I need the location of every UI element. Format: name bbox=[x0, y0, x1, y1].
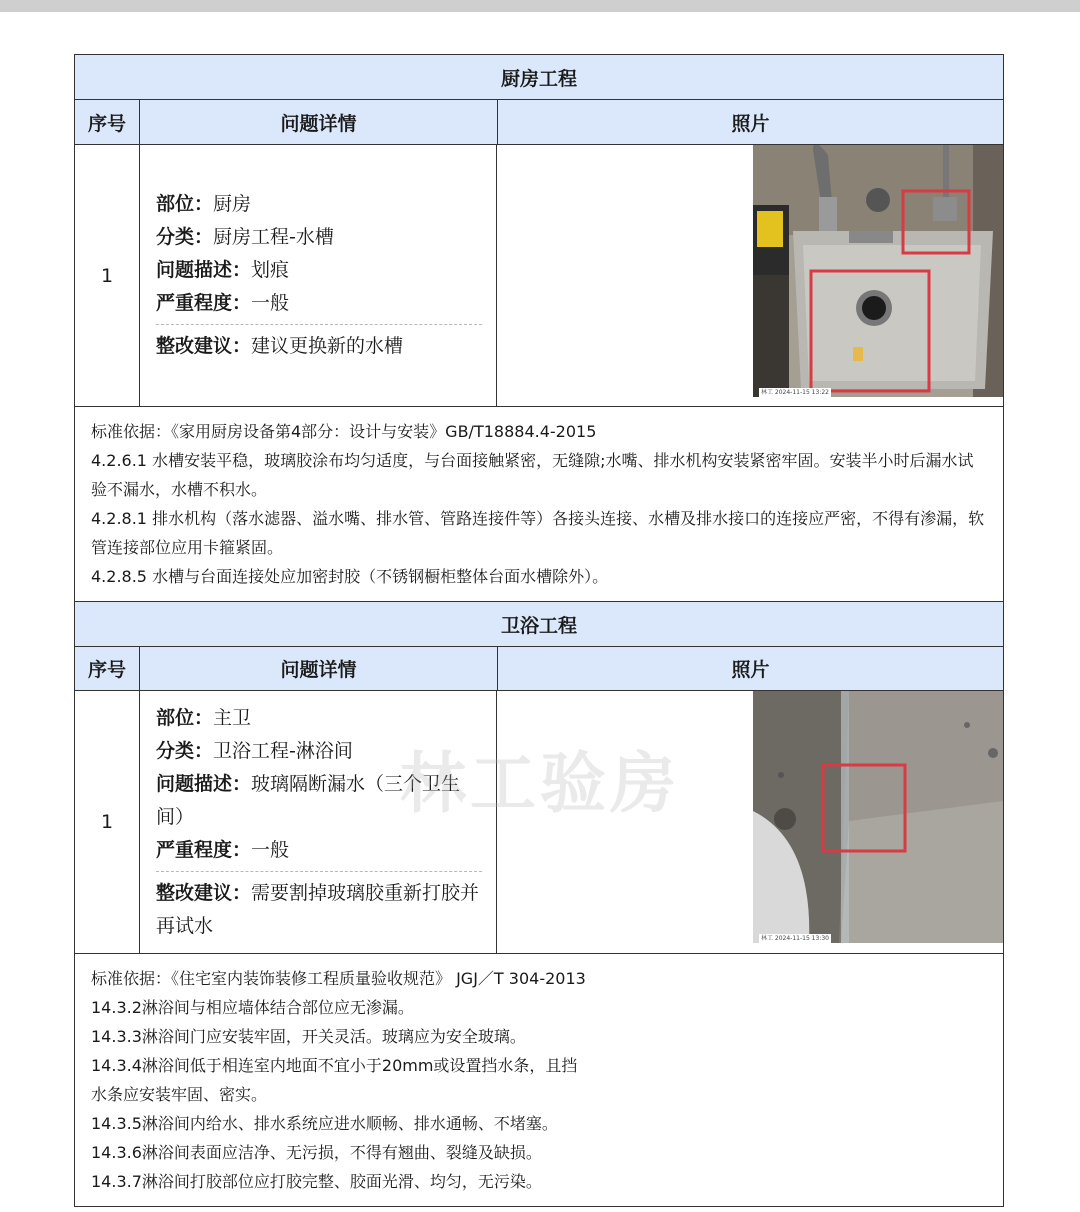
standard-clause: 14.3.3淋浴间门应安装牢固，开关灵活。玻璃应为安全玻璃。 bbox=[91, 1027, 526, 1046]
standard-clause: 4.2.8.1 排水机构（落水滤器、溢水嘴、排水管、管路连接件等）各接头连接、水槽及排水接口的连接应严密，不得有渗漏，软管连接部位应用卡箍紧固。 bbox=[91, 509, 985, 557]
standard-clause: 14.3.5淋浴间内给水、排水系统应进水顺畅、排水通畅、不堵塞。 bbox=[91, 1114, 558, 1133]
kitchen-issue-row bbox=[74, 144, 1004, 407]
col-header-no: 序号 bbox=[75, 100, 140, 144]
issue-no: 1 bbox=[75, 691, 140, 953]
description-line: 问题描述：划痕 bbox=[156, 259, 290, 281]
issue-detail bbox=[140, 691, 497, 953]
advice-line: 整改建议：建议更换新的水槽 bbox=[156, 335, 404, 357]
bathroom-section-title bbox=[74, 601, 1004, 647]
standard-clause: 14.3.2淋浴间与相应墙体结合部位应无渗漏。 bbox=[91, 998, 414, 1017]
issue-no: 1 bbox=[75, 145, 140, 406]
shower-photo-image bbox=[753, 691, 1003, 943]
issue-detail bbox=[140, 145, 497, 406]
category-line: 分类：厨房工程-水槽 bbox=[156, 226, 334, 248]
sink-photo-image bbox=[753, 145, 1003, 397]
col-header-photo: 照片 bbox=[731, 112, 770, 135]
next-section-edge bbox=[74, 1206, 1004, 1212]
standard-clause: 14.3.4淋浴间低于相连室内地面不宜小于20mm或设置挡水条，且挡水条应安装牢固、密实。 bbox=[91, 1056, 578, 1104]
description-line: 问题描述：玻璃隔断漏水（三个卫生间） bbox=[156, 772, 461, 828]
standard-clause: 4.2.8.5 水槽与台面连接处应加密封胶（不锈钢橱柜整体台面水槽除外）。 bbox=[91, 567, 609, 586]
kitchen-standard-basis bbox=[74, 406, 1004, 603]
photo-timestamp: 林工 2024-11-15 13:22 bbox=[761, 389, 829, 396]
col-header-detail: 问题详情 bbox=[140, 100, 498, 144]
standard-clause: 14.3.7淋浴间打胶部位应打胶完整、胶面光滑、均匀，无污染。 bbox=[91, 1172, 542, 1191]
divider bbox=[156, 871, 482, 872]
kitchen-section-title bbox=[74, 54, 1004, 100]
col-header-no: 序号 bbox=[75, 647, 140, 690]
location-line: 部位：主卫 bbox=[156, 706, 252, 729]
divider bbox=[156, 324, 482, 325]
standard-title: 标准依据：《家用厨房设备第4部分：设计与安装》GB/T18884.4-2015 bbox=[91, 422, 597, 441]
photo-timestamp: 林工 2024-11-15 13:30 bbox=[761, 935, 829, 942]
bathroom-standard-basis bbox=[74, 953, 1004, 1207]
bathroom-issue-row bbox=[74, 690, 1004, 954]
bathroom-section-title-text: 卫浴工程 bbox=[500, 614, 577, 637]
bathroom-column-header bbox=[74, 646, 1004, 691]
kitchen-column-header bbox=[74, 99, 1004, 145]
photo-cell bbox=[497, 145, 1003, 406]
severity-line: 严重程度：一般 bbox=[156, 838, 290, 861]
location-line: 部位：厨房 bbox=[156, 193, 252, 215]
standard-clause: 14.3.6淋浴间表面应洁净、无污损，不得有翘曲、裂缝及缺损。 bbox=[91, 1143, 542, 1162]
severity-line: 严重程度：一般 bbox=[156, 292, 290, 314]
standard-clause: 4.2.6.1 水槽安装平稳，玻璃胶涂布均匀适度，与台面接触紧密，无缝隙;水嘴、排水机构安装紧密牢固。安装半小时后漏水试验不漏水，水槽不积水。 bbox=[91, 451, 974, 499]
category-line: 分类：卫浴工程-淋浴间 bbox=[156, 739, 353, 762]
standard-title: 标准依据：《住宅室内装饰装修工程质量验收规范》 JGJ／T 304-2013 bbox=[91, 969, 586, 988]
top-scroll-bar bbox=[0, 0, 1080, 12]
advice-line: 整改建议：需要割掉玻璃胶重新打胶并再试水 bbox=[156, 881, 480, 937]
shower-photo[interactable] bbox=[753, 691, 1003, 943]
sink-photo[interactable] bbox=[753, 145, 1003, 397]
watermark: 林工验房 bbox=[400, 745, 680, 822]
col-header-photo: 照片 bbox=[731, 659, 770, 681]
photo-cell bbox=[497, 691, 1003, 953]
col-header-detail: 问题详情 bbox=[140, 647, 498, 690]
kitchen-section-title-text: 厨房工程 bbox=[500, 67, 577, 90]
